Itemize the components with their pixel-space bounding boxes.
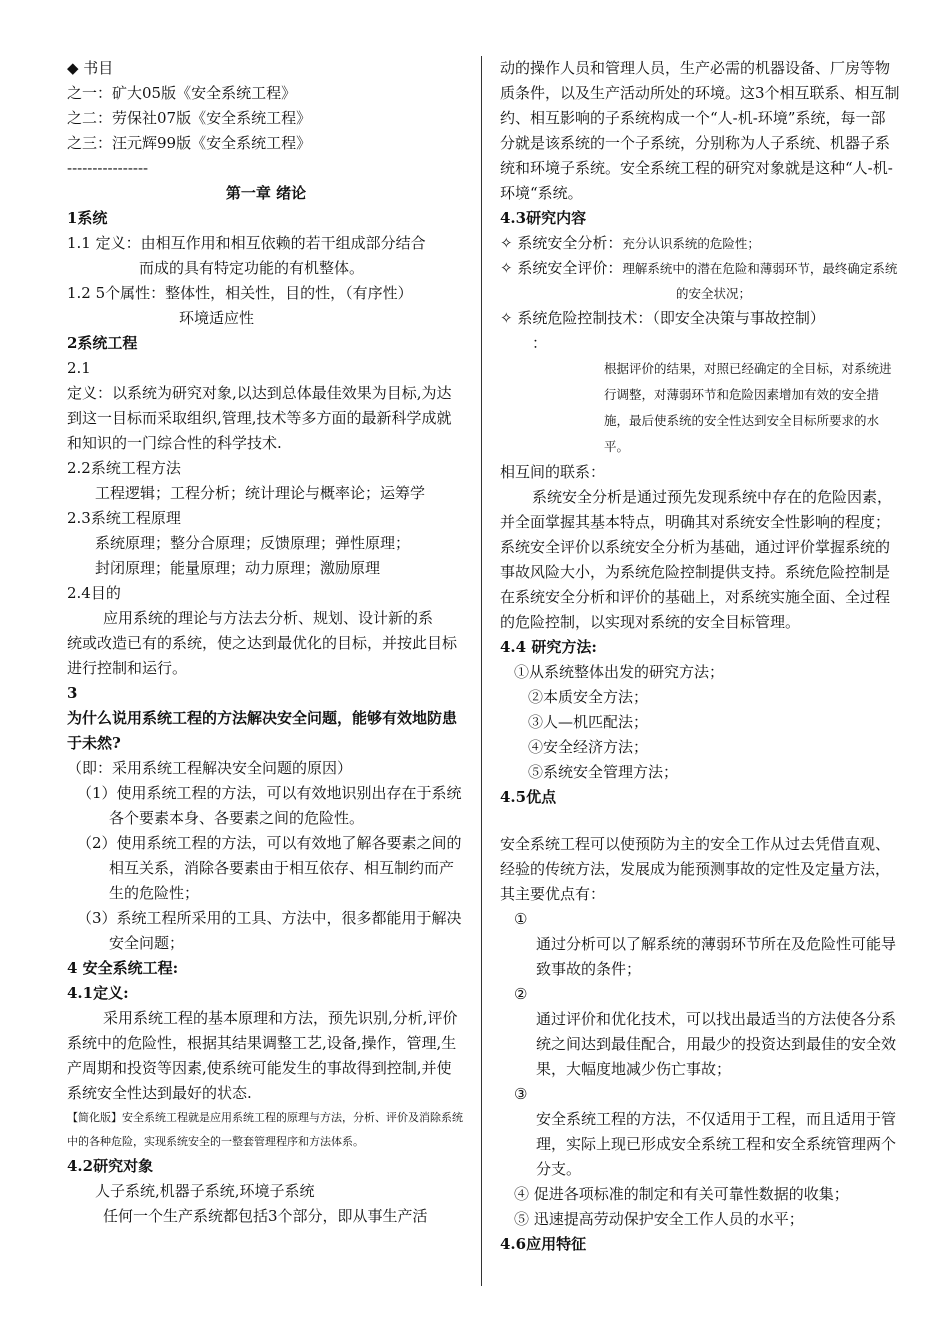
reason-item: （2）使用系统工程的方法，可以有效地了解各要素之间的相互关系，消除各要素由于相互依存、相互制约而产生的危险性； xyxy=(77,834,462,902)
relation-paragraph: 系统安全分析是通过预先发现系统中存在的危险因素，并全面掌握其基本特点，明确其对系统安全性影响的程度；系统安全评价以系统安全分析为基础，通过评价掌握系统的事故风险大小，为系统危险控制提供支持。系统危险控制是在系统安全分析和评价的基础上，对系统实施全面、全过程的危险控制，以实现对系统的安全目标管理。 xyxy=(500,488,893,631)
objects-paragraph: 动的操作人员和管理人员，生产必需的机器设备、厂房等物质条件，以及生产活动所处的环境。这3个相互联系、相互制约、相互影响的子系统构成一个“人-机-环境”系统，每一部分就是该系统的一个子系统，分别称为人子系统、机器子系统和环境子系统。安全系统工程的研究对象就是这种“人-机-环境“系统。 xyxy=(500,59,900,202)
safety-definition: 采用系统工程的基本原理和方法，预先识别,分析,评价系统中的危险性，根据其结果调整工艺,设备,操作，管理,生产周期和投资等因素,使系统可能发生的事故得到控制,并使系统安全性达到最好的状态. xyxy=(67,1009,458,1102)
purpose-line: 应用系统的理论与方法去分析、规划、设计新的系 xyxy=(103,609,434,627)
booklist-item: 之三：汪元辉99版《安全系统工程》 xyxy=(67,134,312,152)
chapter-title: 第一章 绪论 xyxy=(225,184,307,202)
research-objects-para: 任何一个生产系统都包括3个部分，即从事生产活 xyxy=(103,1207,428,1225)
method-item: ⑤系统安全管理方法； xyxy=(528,763,679,781)
section-number: 3 xyxy=(67,684,78,702)
reason-item: （3）系统工程所采用的工具、方法中，很多都能用于解决安全问题； xyxy=(77,909,462,952)
section-heading: 2系统工程 xyxy=(67,334,138,352)
right-column xyxy=(500,56,900,1257)
spacer xyxy=(500,810,900,832)
subsection-heading: 2.2系统工程方法 xyxy=(67,459,181,477)
subsection-heading: 4.2研究对象 xyxy=(67,1157,154,1175)
research-objects: 人子系统,机器子系统,环境子系统 xyxy=(95,1182,315,1200)
systems-engineering-definition: 定义：以系统为研究对象,以达到总体最佳效果为目标,为达到这一目标而采取组织,管理,技术等多方面的最新科学成就和知识的一门综合性的科学技术. xyxy=(67,384,452,452)
simplified-note: 【简化版】安全系统工程就是应用系统工程的原理与方法，分析、评价及消除系统中的各种危险，实现系统安全的一整套管理程序和方法体系。 xyxy=(67,1111,463,1148)
advantage-text: 通过分析可以了解系统的薄弱环节所在及危险性可能导致事故的条件； xyxy=(536,935,897,978)
purpose-cont: 统或改造已有的系统，使之达到最优化的目标，并按此目标进行控制和运行。 xyxy=(67,634,458,677)
section-heading: 4 安全系统工程: xyxy=(67,959,179,977)
question-heading: 为什么说用系统工程的方法解决安全问题，能够有效地防患于未然? xyxy=(67,709,458,752)
advantage-text: 安全系统工程的方法，不仅适用于工程，而且适用于管理，实际上现已形成安全系统工程和安全系统管理两个分支。 xyxy=(536,1110,897,1178)
system-definition-cont: 而成的具有特定功能的有机整体。 xyxy=(139,259,365,277)
booklist-heading: ◆ 书目 xyxy=(67,59,114,77)
subsection-heading: 4.1定义: xyxy=(67,984,129,1002)
advantage-text: 通过评价和优化技术，可以找出最适当的方法使各分系统之间达到最佳配合，用最少的投资达到最佳的安全效果，大幅度地减少伤亡事故； xyxy=(536,1010,897,1078)
method-item: ①从系统整体出发的研究方法； xyxy=(514,663,725,681)
separator-dashes: ---------------- xyxy=(67,159,149,177)
advantage-item: ⑤ 迅速提高劳动保护安全工作人员的水平； xyxy=(514,1210,804,1228)
question-subtitle: （即：采用系统工程解决安全问题的原因） xyxy=(67,759,353,777)
subsection-heading: 4.3研究内容 xyxy=(500,209,587,227)
advantages-intro: 安全系统工程可以使预防为主的安全工作从过去凭借直观、经验的传统方法，发展成为能预测事故的定性及定量方法，其主要优点有： xyxy=(500,835,891,903)
left-column xyxy=(67,56,465,1229)
method-item: ④安全经济方法； xyxy=(528,738,649,756)
relation-heading: 相互间的联系： xyxy=(500,463,606,481)
advantage-number: ① xyxy=(514,910,528,928)
system-attributes-cont: 环境适应性 xyxy=(179,309,255,327)
principles-line: 封闭原理；能量原理；动力原理；激励原理 xyxy=(95,559,381,577)
subsection-number: 2.1 xyxy=(67,359,91,377)
advantage-number: ② xyxy=(514,985,528,1003)
booklist-item: 之二：劳保社07版《安全系统工程》 xyxy=(67,109,312,127)
system-attributes: 1.2 5个属性：整体性，相关性，目的性，（有序性） xyxy=(67,284,413,302)
content-label: ✧ 系统安全分析： xyxy=(500,234,623,252)
content-item xyxy=(500,256,900,306)
content-label: ✧ 系统安全评价： xyxy=(500,259,623,277)
principles-line: 系统原理；整分合原理；反馈原理；弹性原理； xyxy=(95,534,411,552)
content-item: ✧ 系统危险控制技术：（即安全决策与事故控制） xyxy=(500,309,825,327)
advantage-number: ③ xyxy=(514,1085,528,1103)
subsection-heading: 4.4 研究方法: xyxy=(500,638,597,656)
section-heading: 1系统 xyxy=(67,209,108,227)
subsection-heading: 4.5优点 xyxy=(500,788,557,806)
content-text: 充分认识系统的危险性； xyxy=(622,236,760,251)
subsection-heading: 2.3系统工程原理 xyxy=(67,509,181,527)
system-definition: 1.1 定义：由相互作用和相互依赖的若干组成部分结合 xyxy=(67,234,426,252)
colon-mark: ： xyxy=(532,334,548,352)
control-paragraph: 根据评价的结果，对照已经确定的全目标，对系统进行调整，对薄弱环节和危险因素增加有效的安全措施，最后使系统的安全性达到安全目标所要求的水平。 xyxy=(604,361,892,454)
reason-item: （1）使用系统工程的方法，可以有效地识别出存在于系统各个要素本身、各要素之间的危险性。 xyxy=(77,784,462,827)
methods-list: 工程逻辑；工程分析；统计理论与概率论；运筹学 xyxy=(95,484,426,502)
subsection-heading: 4.6应用特征 xyxy=(500,1235,587,1253)
advantage-item: ④ 促进各项标准的制定和有关可靠性数据的收集； xyxy=(514,1185,849,1203)
content-text: 理解系统中的潜在危险和薄弱环节，最终确定系统的安全状况； xyxy=(622,261,898,301)
method-item: ②本质安全方法； xyxy=(528,688,649,706)
column-divider xyxy=(481,56,482,1286)
booklist-item: 之一：矿大05版《安全系统工程》 xyxy=(67,84,297,102)
method-item: ③人—机匹配法； xyxy=(528,713,649,731)
subsection-heading: 2.4目的 xyxy=(67,584,121,602)
content-item xyxy=(500,231,900,256)
